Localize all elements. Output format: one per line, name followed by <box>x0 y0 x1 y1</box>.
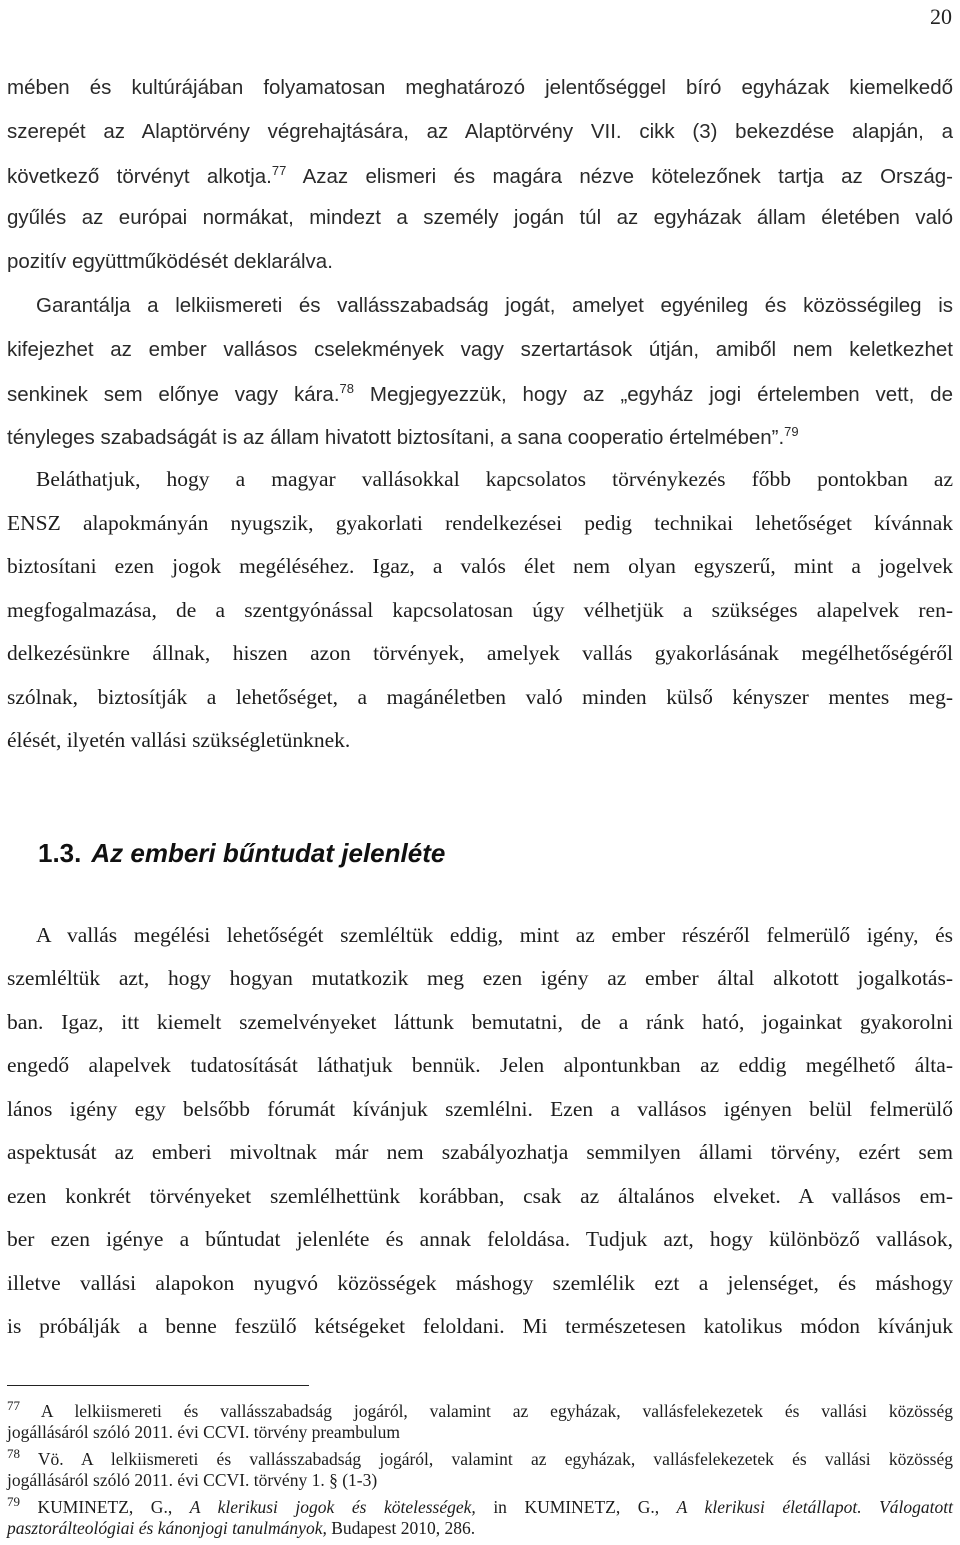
text-line: megfogalmazása, de a szentgyónással kapcsolatosan úgy vélhetjük a szükséges alapelvek ren- <box>7 598 953 622</box>
text-line: Beláthatjuk, hogy a magyar vallásokkal kapcsolatos törvénykezés főbb pontokban az <box>36 467 953 491</box>
text-line: lános igény egy belsőbb fórumát kívánjuk szemlélni. Ezen a vallásos igényen belül felmerülő <box>7 1097 953 1121</box>
footnote-text: in KUMINETZ, G., <box>475 1496 677 1517</box>
footnote-line <box>7 1446 953 1470</box>
footnote-line <box>7 1518 953 1539</box>
footnote-ref-78[interactable]: 78 <box>339 381 354 396</box>
text-line: mében és kultúrájában folyamatosan meghatározó jelentőséggel bíró egyházak kiemelkedő <box>7 76 953 99</box>
section-heading <box>38 838 445 869</box>
text-line: A vallás megélési lehetőségét szemléltük eddig, mint az ember részéről felmerülő igény, és <box>36 923 953 947</box>
footnote-line: jogállásáról szóló 2011. évi CCVI. törvény 1. § (1-3) <box>7 1470 378 1490</box>
footnote-text: Vö. A lelkiismereti és vallásszabadság jogáról, valamint az egyházak, vallásfelekezetek és vallási közösség <box>37 1448 954 1469</box>
text-run: Azaz elismeri és magára nézve kötelezőnek tartja az Ország- <box>286 164 953 188</box>
text-line: pozitív együttműködését deklarálva. <box>7 250 333 273</box>
footnote-ref-77[interactable]: 77 <box>271 163 287 178</box>
text-line: kifejezhet az ember vallásos cselekmények vagy szertartások útján, amiből nem keletkezhet <box>7 338 953 361</box>
page-number: 20 <box>930 4 952 29</box>
text-run: senkinek sem előnye vagy kára. <box>7 382 340 406</box>
footnote-title: A klerikusi életállapot. Válogatott <box>676 1496 953 1517</box>
text-line: ezen konkrét törvényeket szemlélhettünk korábban, csak az általános elveket. A vallásos em- <box>7 1184 953 1208</box>
text-line: ENSZ alapokmányán nyugszik, gyakorlati rendelkezései pedig technikai lehetőséget kívánnak <box>7 511 953 535</box>
footnote-title: A klerikusi jogok és kötelességek, <box>189 1496 476 1517</box>
text-line: is próbálják a benne feszülő kétségeket feloldani. Mi természetesen katolikus módon kívánjuk <box>7 1314 953 1338</box>
text-line <box>7 163 953 189</box>
footnote-text: A lelkiismereti és vallásszabadság jogáról, valamint az egyházak, vallásfelekezetek és vallási közösség <box>40 1400 953 1421</box>
footnote-number: 77 <box>7 1398 20 1413</box>
text-line: ber ezen igénye a bűntudat jelenléte és annak feloldása. Tudjuk azt, hogy különböző vallások, <box>7 1227 953 1251</box>
text-line <box>7 381 953 407</box>
footnote-line <box>7 1494 953 1518</box>
text-line: szerepét az Alaptörvény végrehajtására, az Alaptörvény VII. cikk (3) bekezdése alapján, a <box>7 120 953 143</box>
text-line: biztosítani ezen jogok megéléséhez. Igaz, a valós élet nem olyan egyszerű, mint a jogelvek <box>7 554 953 578</box>
footnote-text: KUMINETZ, G., <box>37 1496 190 1517</box>
text-run: tényleges szabadságát is az állam hivatott biztosítani, a sana cooperatio értelmében”. <box>7 425 785 449</box>
text-line: gyűlés az európai normákat, mindezt a személy jogán túl az egyházak állam életében való <box>7 206 953 229</box>
text-line: élését, ilyetén vallási szükségletünknek. <box>7 728 351 752</box>
footnote-divider <box>7 1385 309 1386</box>
text-line: engedő alapelvek tudatosítását láthatjuk bennük. Jelen alpontunkban az eddig megélhető álta- <box>7 1053 953 1077</box>
footnote-line <box>7 1398 953 1422</box>
footnote-number: 78 <box>7 1446 20 1461</box>
text-line: szólnak, biztosítják a lehetőséget, a magánéletben való minden külső kényszer mentes meg- <box>7 685 953 709</box>
section-title: Az emberi bűntudat jelenléte <box>91 838 446 868</box>
text-run: következő törvényt alkotja. <box>7 164 272 188</box>
text-line: szemléltük azt, hogy hogyan mutatkozik meg ezen igény az ember által alkotott jogalkotás- <box>7 966 953 990</box>
text-run: Megjegyezzük, hogy az „egyház jogi értelemben vett, de <box>354 382 953 406</box>
footnote-title: pasztorálteológiai és kánonjogi tanulmányok, <box>7 1518 327 1538</box>
text-line <box>7 424 953 450</box>
text-line: ban. Igaz, itt kiemelt szemelvényeket láttunk bemutatni, de a ránk ható, jogainkat gyakorolni <box>7 1010 953 1034</box>
text-line: Garantálja a lelkiismereti és vallásszabadság jogát, amelyet egyénileg és közösségileg is <box>36 294 953 317</box>
footnote-number: 79 <box>7 1494 20 1509</box>
footnote-text: Budapest 2010, 286. <box>326 1518 476 1538</box>
text-line: illetve vallási alapokon nyugvó közösségek máshogy szemlélik ezt a jelenséget, és máshogy <box>7 1271 953 1295</box>
text-line: aspektusát az emberi mivoltnak már nem szabályozhatja semmilyen állami törvény, ezért sem <box>7 1140 953 1164</box>
text-line: delkezésünkre állnak, hiszen azon törvények, amelyek vallás gyakorlásának megélhetőségéről <box>7 641 953 665</box>
section-number: 1.3. <box>38 838 82 868</box>
footnote-ref-79[interactable]: 79 <box>784 424 799 439</box>
footnote-line: jogállásáról szóló 2011. évi CCVI. törvény preambulum <box>7 1422 401 1442</box>
